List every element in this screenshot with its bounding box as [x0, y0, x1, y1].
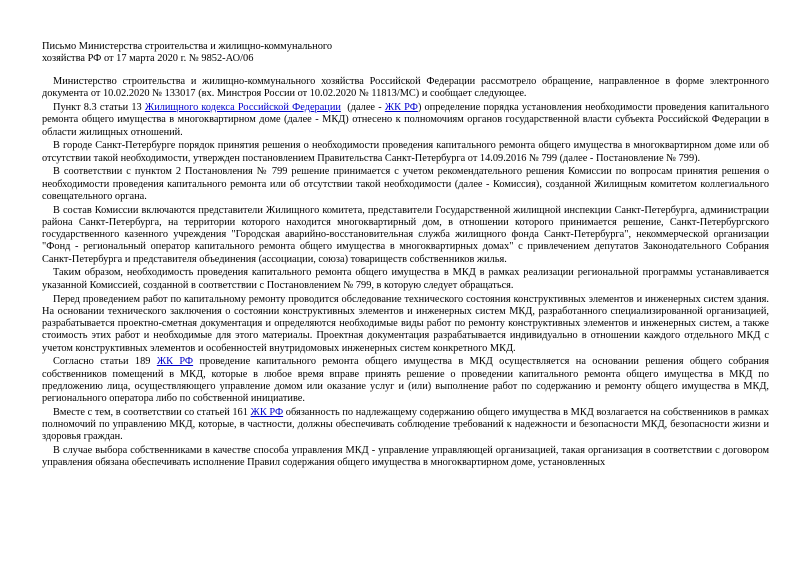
paragraph-1: Министерство строительства и жилищно-коммунального хозяйства Российской Федерации рассмотрело обращение, направленное в форме электронного документа от 10.02.2020 № 133017 (вх. Минстроя России от 10.02.2020 № 11813/МС) и сообщает следующее.	[42, 76, 769, 100]
document	[42, 41, 769, 471]
paragraph-2	[42, 102, 769, 139]
paragraph-8	[42, 356, 769, 405]
p9-text-b: обязанность по надлежащему содержанию общего имущества в МКД возлагается на собственников в рамках полномочий по управлению МКД, которые, в частности, должны обеспечивать соблюдение требований к надежности и безопасности МКД, безопасности жизни и здоровья граждан.	[42, 406, 769, 443]
paragraph-10: В случае выбора собственниками в качестве способа управления МКД - управление управляющей организацией, такая организация в соответствии с договором управления обязана обеспечивать исполнение Правил содержания общего имущества в многоквартирном доме, установленных	[42, 445, 769, 469]
paragraph-6: Таким образом, необходимость проведения капитального ремонта общего имущества в МКД в рамках реализации региональной программы устанавливается указанной Комиссией, созданной в соответствии с Постановлением № 799, в которую следует обращаться.	[42, 267, 769, 291]
p2-text-c: ) определение порядка установления необходимости проведения капитального ремонта общего имущества в многоквартирном доме (далее - МКД) отнесено к полномочиям органов государственной власти субъекта Российской Федерации в области жилищных отношений.	[42, 102, 769, 138]
housing-code-link[interactable]: Жилищного кодекса Российской Федерации	[144, 102, 341, 114]
title-line-2: хозяйства РФ от 17 марта 2020 г. № 9852-АО/06	[42, 53, 254, 64]
paragraph-7: Перед проведением работ по капитальному ремонту проводится обследование технического состояния конструктивных элементов и инженерных систем здания. На основании технического заключения о состоянии конструктивных элементов и инженерных систем МКД, разработанного специализированной организацией, разрабатывается проектно-сметная документация и определяются необходимые виды работ по ремонту конструктивных элементов и инженерных систем, а также стоимость этих работ и необходимые для этого материалы. Проектная документация разрабатывается индивидуально в отношении каждого отдельного МКД с учетом конструктивных элементов и особенностей внутридомовых инженерных систем конкретного МКД.	[42, 293, 769, 354]
p2-text-b: (далее -	[340, 102, 385, 114]
zhk-rf-link[interactable]: ЖК РФ	[384, 102, 418, 114]
paragraph-5: В состав Комиссии включаются представители Жилищного комитета, представители Государственной жилищной инспекции Санкт-Петербурга, администрации района Санкт-Петербурга, на территории которого находится многоквартирный дом, в отношении которого принимается решение, Санкт-Петербургского государственного казенного учреждения "Городская аварийно-восстановительная служба жилищного фонда Санкт-Петербурга", некоммерческой организации "Фонд - региональный оператор капитального ремонта общего имущества в многоквартирных домах" с привлечением депутатов Законодательного Собрания Санкт-Петербурга и представителя объединения (ассоциации, союза) товариществ собственников жилья.	[42, 204, 769, 265]
paragraph-3: В городе Санкт-Петербурге порядок принятия решения о необходимости проведения капитального ремонта общего имущества в многоквартирном доме или об отсутствии такой необходимости, утвержден постановлением Правительства Санкт-Петербурга от 14.09.2016 № 799 (далее - Постановление № 799).	[42, 140, 769, 164]
p8-text-b: проведение капитального ремонта общего имущества в МКД осуществляется на основании решения общего собрания собственников помещений в МКД, которые в любое время вправе принять решение о проведении капитального ремонта общего имущества в МКД по предложению лица, осуществляющего управление домом или оказание услуг и (или) выполнение работ по содержанию и ремонту общего имущества в МКД, регионального оператора либо по собственной инициативе.	[42, 356, 769, 405]
zhk-rf-link-art161[interactable]: ЖК РФ	[250, 406, 284, 418]
p2-text-a: Пункт 8.3 статьи 13	[53, 102, 145, 114]
paragraph-9	[42, 407, 769, 444]
title-line-1: Письмо Министерства строительства и жилищно-коммунального	[42, 41, 333, 52]
document-title	[42, 41, 769, 65]
p8-text-a: Согласно статьи 189	[53, 356, 157, 368]
paragraph-4: В соответствии с пунктом 2 Постановления № 799 решение принимается с учетом рекомендательного решения Комиссии по вопросам принятия решения о необходимости проведения капитального ремонта или об отсутствии такой необходимости (далее - Комиссия), созданной Жилищным комитетом коллегиального совещательного органа.	[42, 166, 769, 202]
document-body	[42, 76, 769, 470]
zhk-rf-link-art189[interactable]: ЖК РФ	[156, 356, 194, 368]
p9-text-a: Вместе с тем, в соответствии со статьей 161	[53, 406, 251, 418]
